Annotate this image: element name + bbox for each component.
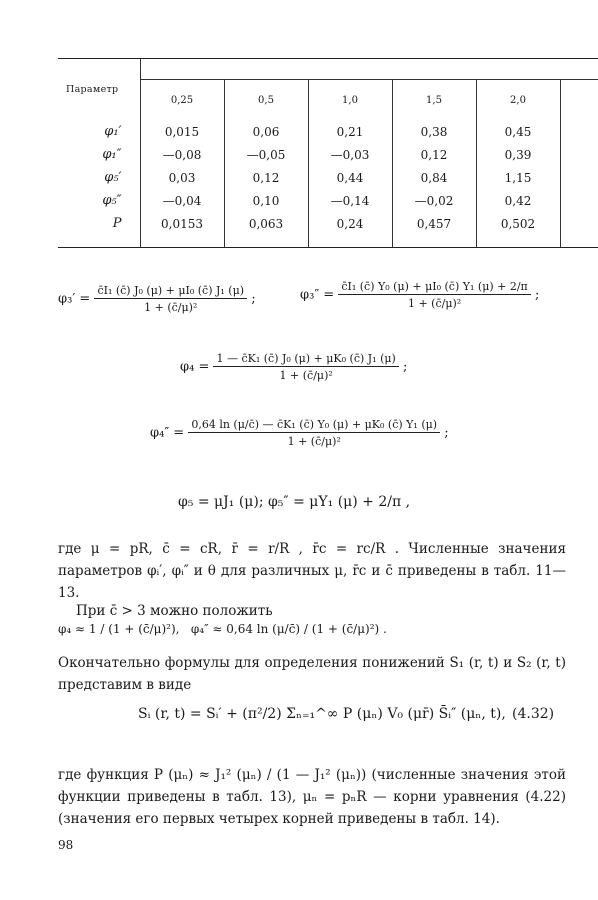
formula-denominator: 1 + (c̄/μ)² — [287, 435, 341, 448]
col-header: 1,5 — [392, 80, 476, 121]
table-cell: 0,015 — [140, 120, 224, 143]
param-name: φ₁″ — [102, 147, 122, 162]
param-name: φ₅″ — [102, 193, 122, 208]
table-cell: 0,06 — [224, 120, 308, 143]
formula-numerator: c̄I₁ (c̄) J₀ (μ) + μI₀ (c̄) J₁ (μ) — [94, 284, 247, 299]
table-cell: 0,03 — [140, 166, 224, 189]
table-header-row — [58, 80, 598, 121]
formula-lhs: φ₃″ = — [300, 287, 335, 303]
table-cell: 0,063 — [224, 212, 308, 235]
table-cell: 0,39 — [476, 143, 560, 166]
formula-lhs: φ₄ = — [180, 359, 210, 375]
formula-approx-phi4: φ₄ ≈ 1 / (1 + (c̄/μ)²) — [58, 622, 176, 636]
table-cell: —0,05 — [224, 143, 308, 166]
table-row — [58, 120, 598, 143]
table-cell: —0,08 — [140, 143, 224, 166]
col-header: 0,5 — [224, 80, 308, 121]
formula-separator: ; — [534, 287, 540, 303]
table-cell: 1,15 — [476, 166, 560, 189]
formula-approx: φ₄ ≈ 1 / (1 + (c̄/μ)²), φ₄″ ≈ 0,64 ln (μ/c̄) / (1 + (c̄/μ)²) . — [58, 622, 387, 636]
formula-separator: ; — [251, 291, 256, 307]
equation-4-32: Sᵢ (r, t) = Sᵢ′ + (π²/2) Σₙ₌₁^∞ P (μₙ) V₀ (μr̄) S̄ᵢ″ (μₙ, t), — [138, 706, 506, 722]
formula-denominator: 1 + (c̄/μ)² — [407, 297, 462, 310]
formula-phi4-double-prime — [150, 418, 449, 448]
table-cell: 0,42 — [476, 189, 560, 212]
table-cell: 0,44 — [308, 166, 392, 189]
param-name: φ₁′ — [104, 124, 122, 139]
param-name: P — [112, 216, 122, 231]
formula-phi5: φ₅ = μJ₁ (μ); φ₅″ = μY₁ (μ) + 2/π , — [178, 494, 411, 510]
table-cell: 0,24 — [308, 212, 392, 235]
formula-denominator: 1 + (c̄/μ)² — [279, 369, 333, 382]
table-cell: 0,12 — [392, 143, 476, 166]
param-header: Параметр — [66, 84, 119, 95]
table-cell: 0,12 — [224, 166, 308, 189]
formula-lhs: φ₃′ = — [58, 291, 91, 307]
equation-number: (4.32) — [512, 706, 555, 722]
col-header: 2,0 — [476, 80, 560, 121]
table-row — [58, 143, 598, 166]
table-row — [58, 212, 598, 235]
formula-numerator: 0,64 ln (μ/c̄) — c̄K₁ (c̄) Y₀ (μ) + μK₀ (c̄) Y₁ (μ) — [188, 418, 440, 433]
table-row — [58, 166, 598, 189]
table-cell: —0,03 — [308, 143, 392, 166]
formula-separator: ; — [444, 425, 449, 441]
col-header: 0,25 — [140, 80, 224, 121]
formula-phi4 — [180, 352, 407, 382]
table-cell: 0,502 — [476, 212, 560, 235]
paragraph-lead: При c̄ > 3 можно положить — [76, 603, 273, 619]
table-cell: 0,457 — [392, 212, 476, 235]
formula-numerator: 1 — c̄K₁ (c̄) J₀ (μ) + μK₀ (c̄) J₁ (μ) — [213, 352, 398, 367]
formula-phi3-double-prime — [300, 280, 539, 310]
table-row — [58, 189, 598, 212]
formula-denominator: 1 + (c̄/μ)² — [144, 301, 198, 314]
param-name: φ₅′ — [104, 170, 122, 185]
formula-separator: ; — [402, 359, 408, 375]
table-cell: 0,45 — [476, 120, 560, 143]
table-cell: 0,21 — [308, 120, 392, 143]
formula-approx-phi4pp: φ₄″ ≈ 0,64 ln (μ/c̄) / (1 + (c̄/μ)²) . — [190, 622, 387, 636]
paragraph-final-formulas: Окончательно формулы для определения понижений S₁ (r, t) и S₂ (r, t) представим в виде — [58, 655, 566, 693]
col-header: 1,0 — [308, 80, 392, 121]
table-cell: 0,38 — [392, 120, 476, 143]
parameter-table — [58, 58, 598, 248]
table-cell: —0,14 — [308, 189, 392, 212]
formula-phi3-prime — [58, 284, 256, 314]
table-cell: 0,0153 — [140, 212, 224, 235]
table-cell: 0,10 — [224, 189, 308, 212]
paragraph-function-p: где функция P (μₙ) ≈ J₁² (μₙ) / (1 — J₁² (μₙ)) (численные значения этой функции приведены в табл. 13), μₙ = pₙR — корни уравнения (4.22) (значения его первых четырех корней приведены в табл. 14). — [58, 767, 566, 827]
table-cell: —0,02 — [392, 189, 476, 212]
table-cell: 0,84 — [392, 166, 476, 189]
formula-lhs: φ₄″ = — [150, 425, 185, 441]
formula-numerator: c̄I₁ (c̄) Y₀ (μ) + μI₀ (c̄) Y₁ (μ) + 2/π — [338, 280, 530, 295]
paragraph-approximation — [58, 600, 566, 622]
page-number: 98 — [58, 838, 74, 852]
table-cell: —0,04 — [140, 189, 224, 212]
paragraph-definitions: где μ = pR, c̄ = cR, r̄ = r/R , r̄c = rc/R . Численные значения параметров φᵢ′, φᵢ″ и θ для различных μ, r̄c и c̄ приведены в табл. 11—13. — [58, 541, 566, 601]
